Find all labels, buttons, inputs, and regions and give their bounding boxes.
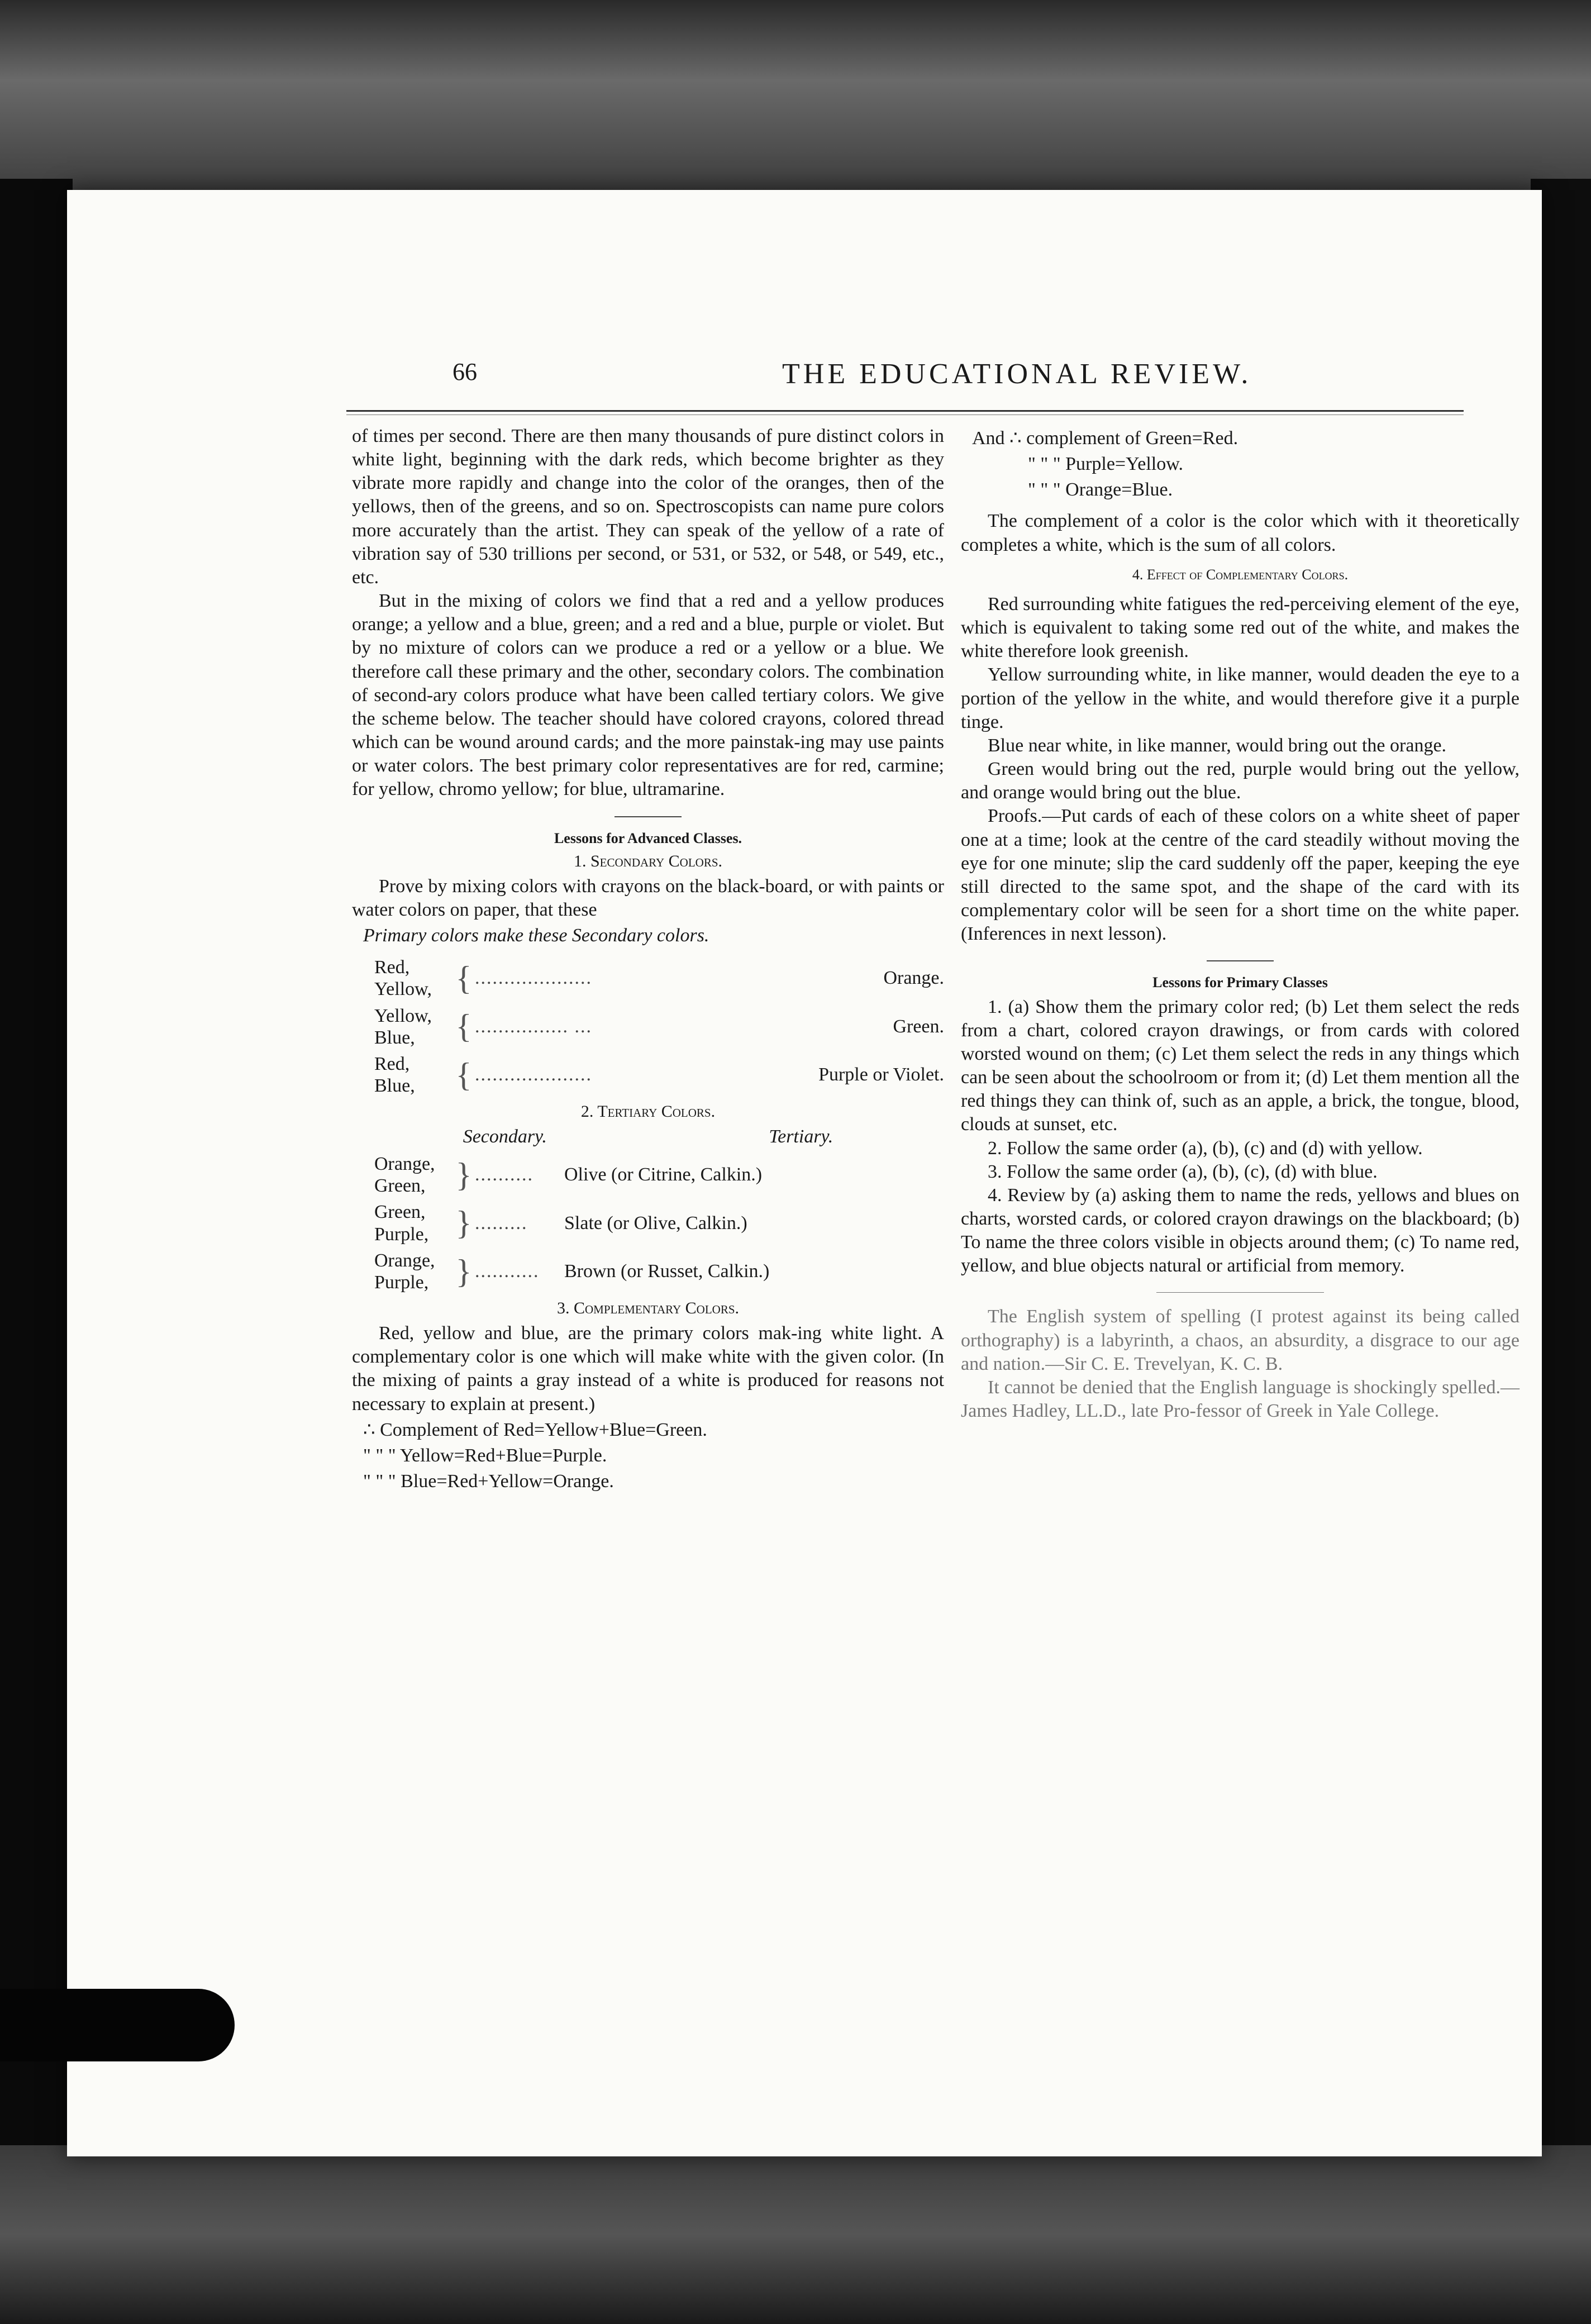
paragraph: of times per second. There are then many thousands of pure distinct colors in white light, beginning with the dark reds, which become brighter as they vibrate more rapidly and change into the color of the oranges, then of the yellows, then of the greens, and so on. Spectroscopists can name pure colors more accurately than the artist. They can speak of the yellow of a rate of vibration say of 530 trillions per second, or 531, or 532, or 548, or 549, etc., etc. (352, 426, 944, 588)
subsection-heading: 4. Effect of Complementary Colors. (1132, 566, 1349, 583)
mix-result: Brown (or Russet, Calkin.) (564, 1260, 770, 1282)
journal-title: THE EDUCATIONAL REVIEW. (782, 358, 1252, 390)
list-item: 4. Review by (a) asking them to name the reds, yellows and blues on charts, worsted cards, or colored crayon drawings on the blackboard; (b) To name the three colors visible in objects around them; (c) To name red, yellow, and blue objects natural or artificial from memory. (961, 1184, 1519, 1277)
paragraph: Green would bring out the red, purple would bring out the yellow, and orange would bring out the blue. (961, 759, 1519, 803)
leader-dots: ........... (475, 1260, 540, 1282)
paragraph: Prove by mixing colors with crayons on the black-board, or with paints or water colors on paper, that these (352, 875, 944, 921)
color-b: Purple, (374, 1271, 429, 1293)
list-item: 1. (a) Show them the primary color red; (b) Let them select the reds from a chart, colored crayon drawings, or from cards with colored worsted wound on them; (c) Let them select the reds in any things which can be seen about the schoolroom or from it; (d) Let them mention all the red things they can think of, such as an apple, a brick, the tongue, blood, clouds at sunset, etc. (961, 996, 1519, 1135)
formula-line: ∴ Complement of Red=Yellow+Blue=Green. (363, 1419, 707, 1440)
page-header (346, 358, 1564, 402)
color-pair (374, 1153, 452, 1197)
mix-row (374, 956, 944, 1000)
scan-top-border (0, 0, 1591, 201)
section-divider (1156, 1292, 1324, 1293)
paragraph: Blue near white, in like manner, would bring out the orange. (988, 735, 1447, 756)
mix-result: Purple or Violet. (818, 1064, 944, 1085)
paragraph: The complement of a color is the color which with it theoretically completes a white, which is the sum of all colors. (961, 511, 1519, 555)
color-a: Orange, (374, 1154, 435, 1175)
subsection-heading: 1. Secondary Colors. (573, 851, 723, 870)
section-divider (615, 816, 682, 817)
color-pair (374, 1250, 452, 1293)
mix-row (374, 1250, 944, 1293)
color-a: Red, (374, 1053, 410, 1074)
mix-result: Olive (or Citrine, Calkin.) (564, 1164, 763, 1185)
color-pair (374, 1005, 452, 1049)
brace-icon: } (455, 1253, 472, 1290)
paragraph: Red surrounding white fatigues the red-perceiving element of the eye, which is equivalent to taking some red out of the white, and makes the white therefore look greenish. (961, 594, 1519, 662)
brace-icon: } (455, 1156, 472, 1194)
list-item: 3. Follow the same order (a), (b), (c), (d) with blue. (988, 1161, 1378, 1182)
leader-dots: .................... (475, 1064, 592, 1085)
leader-dots: ................ ... (475, 1016, 592, 1037)
color-b: Green, (374, 1175, 426, 1197)
leader-dots: .................... (475, 968, 592, 989)
right-column (961, 425, 1519, 1423)
color-pair (374, 1053, 452, 1097)
primary-make-line: Primary colors make these Secondary colors. (363, 925, 709, 946)
quote: It cannot be denied that the English language is shockingly spelled.—James Hadley, LL.D., late Pro-fessor of Greek in Yale College. (961, 1377, 1519, 1422)
color-a: Yellow, (374, 1005, 432, 1026)
color-a: Green, (374, 1202, 426, 1223)
scan-bottom-border (0, 2145, 1591, 2324)
paragraph: But in the mixing of colors we find that a red and a yellow produces orange; a yellow and a blue, green; and a red and a blue, purple or violet. But by no mixture of colors can we produce a red or a yellow or a blue. We therefore call these primary and the other, secondary colors. The combination of second-ary colors produce what have been called tertiary colors. We give the scheme below. The teacher should have colored crayons, colored thread which can be wound around cards; and the more painstak-ing may use paints or water colors. The best primary color representatives are for red, carmine; for yellow, chromo yellow; for blue, ultramarine. (352, 590, 944, 800)
color-b: Yellow, (374, 979, 432, 1000)
color-b: Blue, (374, 1075, 415, 1096)
paragraph: Proofs.—Put cards of each of these colors on a white sheet of paper one at a time; look at the centre of the card steadily without moving the eye for one minute; slip the card suddenly off the paper, keeping the eye still directed to the same spot, and the shape of the card with its complementary color will be seen for a short time on the white paper. (Inferences in next lesson). (961, 806, 1519, 945)
brace-icon: { (455, 1008, 472, 1045)
color-pair (374, 1201, 452, 1245)
brace-icon: { (455, 960, 472, 997)
formula-line: " " " Blue=Red+Yellow=Orange. (363, 1470, 614, 1492)
leader-dots: ......... (475, 1212, 528, 1234)
brace-icon: { (455, 1056, 472, 1093)
leader-dots: .......... (475, 1164, 533, 1185)
mix-row (374, 1201, 944, 1245)
scan-left-border (0, 179, 73, 2190)
subsection-heading: 3. Complementary Colors. (556, 1298, 740, 1317)
list-item: 2. Follow the same order (a), (b), (c) and (d) with yellow. (988, 1137, 1423, 1159)
mix-row (374, 1005, 944, 1049)
section-heading: Lessons for Primary Classes (1152, 974, 1328, 991)
header-rule (346, 410, 1464, 412)
color-pair (374, 956, 452, 1000)
scan-blot (0, 1989, 235, 2061)
formula-line: " " " Orange=Blue. (1028, 479, 1173, 501)
mix-result: Slate (or Olive, Calkin.) (564, 1212, 747, 1234)
tertiary-col-head: Tertiary. (769, 1126, 833, 1147)
color-a: Orange, (374, 1250, 435, 1271)
scanned-page (67, 190, 1542, 2156)
brace-icon: } (455, 1204, 472, 1242)
color-b: Purple, (374, 1223, 429, 1245)
formula-line: " " " Purple=Yellow. (1028, 454, 1184, 475)
paragraph: Yellow surrounding white, in like manner, would deaden the eye to a portion of the yellow in the white, and would therefore give it a purple tinge. (961, 664, 1519, 732)
formula-line: And ∴ complement of Green=Red. (972, 428, 1238, 449)
mix-row (374, 1053, 944, 1097)
mix-result: Orange. (883, 968, 944, 989)
color-b: Blue, (374, 1027, 415, 1048)
left-column (352, 425, 944, 1496)
mix-row (374, 1153, 944, 1197)
page-number: 66 (452, 358, 477, 385)
tertiary-column-heads (352, 1125, 944, 1149)
section-heading: Lessons for Advanced Classes. (554, 830, 742, 846)
paragraph: Red, yellow and blue, are the primary colors mak-ing white light. A complementary color is one which will make white with the given color. (In the mixing of paints a gray instead of a white is produced for reasons not necessary to explain at present.) (352, 1323, 944, 1415)
subsection-heading: 2. Tertiary Colors. (580, 1102, 716, 1121)
mix-result: Green. (893, 1016, 944, 1037)
formula-line: " " " Yellow=Red+Blue=Purple. (363, 1445, 607, 1466)
section-divider (1207, 960, 1274, 961)
quote: The English system of spelling (I protest against its being called orthography) is a labyrinth, a chaos, an absurdity, a disgrace to our age and nation.—Sir C. E. Trevelyan, K. C. B. (961, 1306, 1519, 1374)
color-a: Red, (374, 957, 410, 978)
secondary-col-head: Secondary. (463, 1126, 547, 1147)
